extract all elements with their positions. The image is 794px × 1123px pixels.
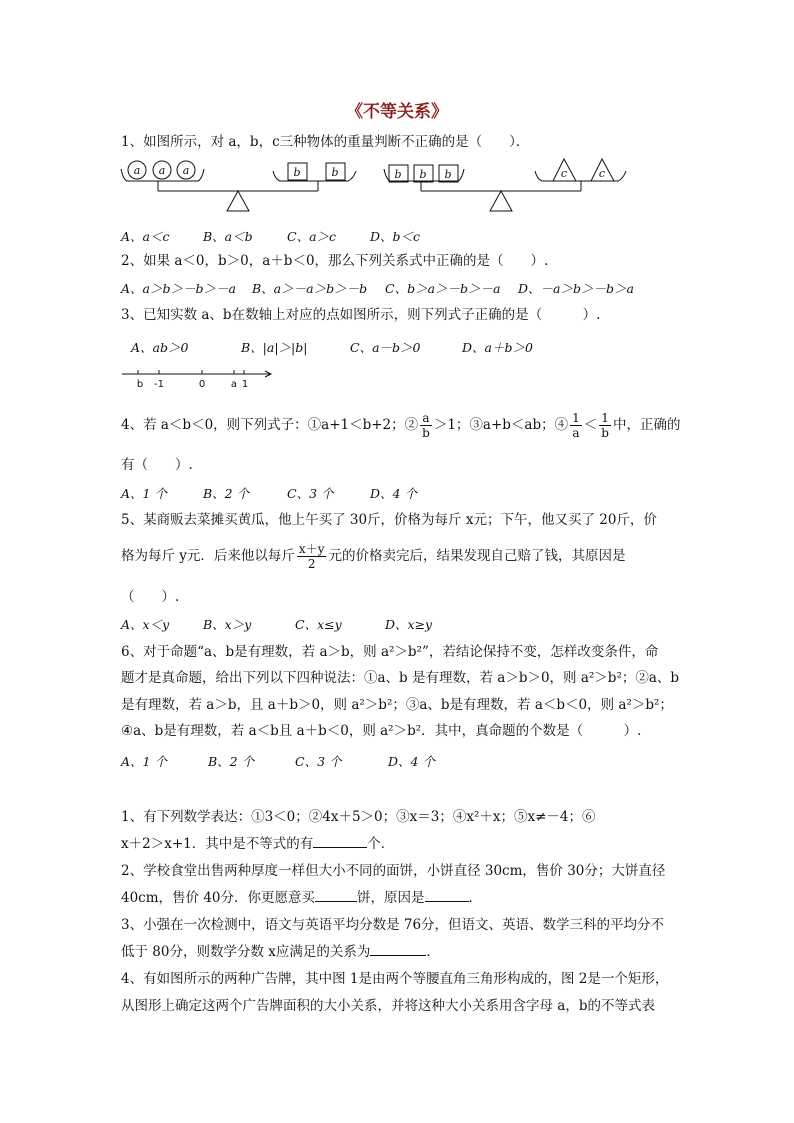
frac-den: b [601,426,609,440]
q2-option-c: C、b＞a＞－b＞－a [385,281,501,296]
q6-line4: ④a、b是有理数，若 a＜b且 a＋b＜0，则 a²＞b²．其中，真命题的个数是（ ）. [121,723,642,739]
axis-label-1: 1 [241,379,249,390]
q4-option-d: D、4 个 [370,486,417,501]
q1-balance-figure [118,157,638,217]
q4-stem-part-b: ＞1；③a+b＜ab；④ [433,417,569,433]
frac-num: x＋y [298,542,325,556]
less-than-sign: ＜ [583,417,598,433]
right-balance [384,159,626,211]
q2-option-d: D、－a＞b＞－b＞a [518,281,634,296]
q4-stem-line2: 有（ ）. [121,457,193,473]
q1-option-c: C、a＞c [287,229,337,244]
axis-label-b: b [136,379,144,390]
answer-blank [425,889,469,902]
fraction-1-over-a [570,411,582,440]
q5-line2 [121,539,625,573]
fill-q3-line2-part-b: ． [426,944,440,960]
q5-line3: （ ）. [121,589,180,605]
right-weight-label: c [598,167,606,180]
fill-q2-line1: 2、学校食堂出售两种厚度一样但大小不同的面饼，小饼直径 30cm，售价 30分；大饼直径 [121,863,666,879]
q5-option-b: B、x＞y [203,617,252,632]
left-balance [121,161,356,211]
fill-q2-line2-part-a: 40cm，售价 40分．你更愿意买 [121,890,316,906]
fill-q4-line2: 从图形上确定这两个广告牌面积的大小关系，并将这种大小关系用含字母 a，b的不等式表 [121,998,655,1014]
fill-q2-line2 [121,889,482,907]
q5-line2-part-b: 元的价格卖完后，结果发现自己赔了钱，其原因是 [328,548,626,564]
frac-den: b [422,426,430,440]
q6-option-a: A、1 个 [121,754,167,769]
q4-option-a: A、1 个 [121,486,167,501]
left-weight-label: a [182,164,190,177]
frac-den: 2 [307,557,316,571]
fill-q3-line2 [121,943,440,961]
fill-q2-line2-part-b: 饼，原因是 [357,890,425,906]
q3-option-a: A、ab＞0 [131,340,189,355]
frac-den: a [572,426,580,440]
fill-q4-line1: 4、有如图所示的两种广告牌，其中图 1是由两个等腰直角三角形构成的，图 2是一个矩形， [121,971,669,987]
q5-line2-part-a: 格为每斤 y元．后来他以每斤 [121,548,295,564]
axis-label-0: 0 [198,379,206,390]
axis-label-neg1: -1 [154,379,164,390]
q6-line3: 是有理数，若 a＞b，且 a＋b＞0，则 a²＞b²；③a、b是有理数，若 a＜b＜0，则 a²＞b²； [121,697,673,713]
q4-stem [121,408,680,442]
q3-option-c: C、a－b＞0 [350,340,421,355]
right-weight-label: b [394,168,402,181]
q5-option-d: D、x≥y [385,617,433,632]
fill-q1-line2-part-a: x＋2＞x+1．其中是不等式的有 [121,836,314,852]
q6-option-d: D、4 个 [388,754,435,769]
q3-option-b: B、|a|＞|b| [241,340,308,355]
q3-number-line [118,366,278,390]
answer-blank [315,889,357,902]
fill-q1-line1: 1、有下列数学表达：①3＜0；②4x＋5＞0；③x＝3；④x²＋x；⑤x≠－4；⑥ [121,809,596,825]
fraction-x-plus-y-over-2 [297,542,327,571]
fraction-a-over-b [420,411,432,440]
left-weight-label: b [293,166,301,179]
q5-line1: 5、某商贩去菜摊买黄瓜，他上午买了 30斤，价格为每斤 x元；下午，他又买了 20斤，价 [121,512,657,528]
q2-option-a: A、a＞b＞－b＞－a [121,281,236,296]
q5-option-a: A、x＜y [121,617,170,632]
fill-q2-line2-part-c: ． [468,890,483,906]
answer-blank [313,835,367,848]
frac-num: 1 [599,411,611,426]
fill-q1-line2 [121,835,394,853]
axis-label-a: a [230,379,238,390]
q3-option-d: D、a＋b＞0 [462,340,533,355]
left-weight-label: a [158,164,166,177]
q6-line1: 6、对于命题“a、b是有理数，若 a＞b，则 a²＞b²”，若结论保持不变，怎样改变条件，命 [121,644,659,660]
fill-q1-line2-part-b: 个． [367,836,395,852]
fraction-1-over-b [599,411,611,440]
right-weight-label: c [560,167,568,180]
page-title: 《不等关系》 [346,102,448,122]
frac-num: 1 [572,411,580,425]
left-weight-label: b [331,166,339,179]
q1-option-b: B、a＜b [203,229,253,244]
q1-option-d: D、b＜c [370,229,421,244]
q4-option-b: B、2 个 [203,486,250,501]
fill-q3-line2-part-a: 低于 80分，则数学分数 x应满足的关系为 [121,944,371,960]
q2-option-b: B、a＞－a＞b＞－b [252,281,368,296]
q1-stem: 1、如图所示，对 a，b，c三种物体的重量判断不正确的是（ ）． [121,134,530,150]
left-weight-label: a [133,164,141,177]
q4-stem-part-c: 中，正确的 [612,417,681,433]
q6-option-c: C、3 个 [295,754,342,769]
q3-stem: 3、已知实数 a、b在数轴上对应的点如图所示，则下列式子正确的是（ ）. [121,307,601,323]
q5-option-c: C、x≤y [295,617,342,632]
answer-blank [370,943,426,956]
q6-option-b: B、2 个 [208,754,255,769]
frac-num: a [420,411,432,426]
q4-stem-part-a: 4、若 a＜b＜0，则下列式子：①a+1＜b+2；② [121,417,419,433]
q2-stem: 2、如果 a＜0，b＞0，a＋b＜0，那么下列关系式中正确的是（ ）. [121,253,549,269]
q1-option-a: A、a＜c [121,229,170,244]
q4-option-c: C、3 个 [287,486,334,501]
fill-q3-line1: 3、小强在一次检测中，语文与英语平均分数是 76分，但语文、英语、数学三科的平均分不 [121,917,665,933]
right-weight-label: b [419,168,427,181]
q6-line2: 题才是真命题，给出下列以下四种说法：①a、b 是有理数，若 a＞b＞0，则 a²＞b²；②a、b [121,670,680,686]
right-weight-label: b [444,168,452,181]
